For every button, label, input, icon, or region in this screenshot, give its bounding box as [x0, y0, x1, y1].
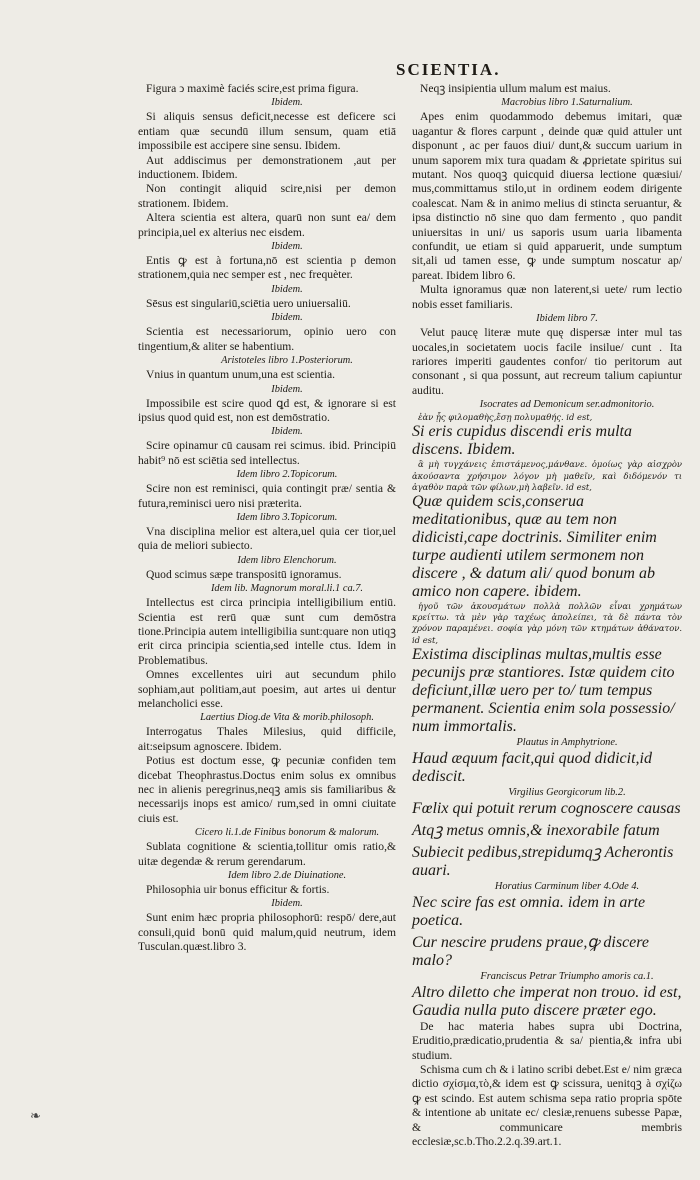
source-citation: Aristoteles libro 1.Posteriorum. [221, 355, 353, 367]
text-entry: Potius est doctum esse, ꝙ pecuniæ confiden tem dicebat Theophrastus.Doctus enim solus ex omnibus nec in alienis peregrinus,neqꝫ amis sis familiaribus & necessarijs inops est amico/ rum,sed in omni ciuitate ciuis est. [138, 754, 396, 825]
text-entry: Impossibile est scire quod ꝗd est, & ignorare si est ipsius quod quid est, non est demōstratio. [138, 396, 396, 424]
text-entry: Quæ quidem scis,conserua meditationibus, quæ au tem non didicisti,cape doctrinis. Similiter enim turpe audienti utilem sermonem non discere , & datum ali/ quod bonum ab amico non capere. ibidem. [412, 492, 657, 600]
text-entry: Haud æquum facit,qui quod didicit,id dediscit. [412, 749, 652, 785]
running-head: SCIENTIA. [396, 60, 501, 79]
text-entry: De hac materia habes supra ubi Doctrina, Eruditio,prædicatio,prudentia & sa/ pientia,& infra ubi studium. [412, 1019, 682, 1062]
source-citation: Idem lib. Magnorum moral.li.1 ca.7. [210, 583, 364, 595]
left-column [138, 82, 396, 955]
source-citation: Idem libro 3.Topicorum. [236, 511, 338, 523]
text-entry: Vna disciplina melior est altera,uel quia cer tior,uel quia de meliori subiecto. [138, 524, 396, 553]
printers-ornament: ❧ [30, 1108, 41, 1123]
text-entry: Entis ꝙ est à fortuna,nō est scientia p demon strationem,quia nec semper est , nec frequèter. [138, 254, 396, 282]
text-entry: Quod scimus sæpe transpositū ignoramus. [146, 567, 342, 581]
source-citation: Ibidem. [271, 97, 303, 109]
text-entry: Vnius in quantum unum,una est scientia. [146, 368, 336, 382]
text-entry: Nec scire fas est omnia. idem in arte poetica. [412, 893, 646, 929]
source-citation: Idem libro Elenchorum. [237, 554, 337, 566]
text-entry: Interrogatus Thales Milesius, quid difficile, ait:seipsum agnoscere. Ibidem. [138, 725, 396, 753]
text-entry: Fœlix qui potuit rerum cognoscere causas Atqꝫ metus omnis,& inexorabile fatum Subiecit pedibus,strepidumqꝫ Acherontis auari. [412, 799, 681, 879]
text-entry: Apes enim quodammodo debemus imitari, quæ uagantur & flores carpunt , deinde quæ quid attuler unt disponunt , ac per fauos diui/ dunt,& succum uarium in unum saporem mix tura quadam & ꝓprietate spiritus sui mutant. Nos quoqꝫ quicquid diuersa lectione quæsiui/ mus,committamus stilo,ut in ordinem eodem dirigente coalescat. Nam & in animo melius di stincta seruantur, & ipsa distinctio nō sine quo dam fermento , quo pandit uniuersitas in uni/ us saporis usum uaria libamenta confundit, ue etiam si quid apparuerit, unde sumptum sit,ali ud tamen esse, ꝙ unde sumptum noscatur ap/ pareat. Ibidem libro 6. [412, 110, 682, 282]
source-citation: Isocrates ad Demonicum ser.admonitorio. [479, 399, 655, 411]
text-entry: Scire opinamur cū causam rei scimus. ibid. Principiū habit⁹ nō est sciētia sed intellectus. [138, 439, 396, 467]
text-entry: Philosophia uir bonus efficitur & fortis. [146, 883, 330, 897]
text-entry: Schisma cum ch & i latino scribi debet.Est e/ nim græca dictio σχίσμα,τὸ,& idem est ꝙ scissura, uenitqꝫ à σχίζω ꝙ est scindo. Est autem schisma sepa ratio propria spōte & intentione ab unitate ec/ clesiæ,renuens subesse Papæ, & communicare membris ecclesiæ,sc.b.Tho.2.2.q.39.art.1. [412, 1062, 682, 1148]
text-entry: Multa ignoramus quæ non laterent,si uete/ rum lectio nobis esset familiaris. [412, 283, 682, 311]
source-citation: Laertius Diog.de Vita & morib.philosoph. [200, 712, 374, 724]
text-entry: Altera scientia est altera, quarū non sunt ea/ dem principia,uel ex alterius nec eisdem. [138, 211, 396, 239]
source-citation: Ibidem. [271, 312, 303, 324]
text-entry: Scire non est reminisci, quia contingit præ/ sentia & futura,reminisci uero nisi præterita. [138, 482, 396, 510]
text-entry: Sublata cognitione & scientia,tollitur omis ratio,& uitæ degendæ & rerum gerendarum. [138, 840, 396, 868]
text-entry: Scientia est necessariorum, opinio uero con tingentium,& aliter se habentium. [138, 325, 396, 353]
source-citation: Ibidem. [271, 283, 303, 295]
source-citation: Ibidem. [271, 241, 303, 253]
greek-quotation: ἐὰν ᾖς φιλομαθὴς,ἔσῃ πολυμαθής. id est, [418, 412, 593, 423]
text-entry: Neqꝫ insipientia ullum malum est maius. [420, 82, 611, 95]
greek-quotation: ἡγοῦ τῶν ἀκουσμάτων πολλὰ πολλῶν εἶναι χρημάτων κρείττω. τὰ μὲν γὰρ ταχέως ἀπολείπει, τὰ δὲ πάντα τὸν χρόνον παραμένει. σοφία γὰρ μόνη τῶν κτημάτων ἀθάνατον. id est, [412, 600, 682, 645]
text-entry: Figura ↄ maximè faciés scire,est prima figura. [146, 82, 359, 95]
text-entry: Cur nescire prudens praue,ꝙ discere malo? [412, 933, 650, 969]
source-citation: Franciscus Petrar Triumpho amoris ca.1. [480, 970, 654, 982]
text-entry: Si eris cupidus discendi eris multa discens. Ibidem. [412, 423, 632, 459]
source-citation: Idem libro 2.de Diuinatione. [227, 870, 347, 882]
source-citation: Ibidem. [271, 898, 303, 910]
text-entry: Existima disciplinas multas,multis esse pecunijs præ stantiores. Istæ quidem cito deficiunt,illæ uero per to/ tum tempus permanent. Scientia enim sola possessio/ num immortalis. [412, 645, 675, 735]
text-entry: Omnes excellentes uiri aut secundum philo sophiam,aut politiam,aut poesim, aut artes ui dentur melancholici esse. [138, 668, 396, 710]
source-citation: Ibidem libro 7. [536, 313, 598, 325]
text-entry: Altro diletto che imperat non trouo. id est, [412, 983, 682, 1001]
source-citation: Plautus in Amphytrione. [516, 736, 618, 748]
text-entry: Velut paucę literæ mute quę dispersæ inter mul tas uocales,in societatem uocis facile insilue/ cunt . Ita rariores imperiti gaudentes confor/ tio peritorum aut consonant , si qua possunt, aut recreum talium capiuntur auditu. [412, 326, 682, 397]
text-entry: Si aliquis sensus deficit,necesse est deficere sci entiam quæ secundū illum sensum, quam etiā impossibile est accipere sine sensu. Ibidem. [138, 110, 396, 153]
source-citation: Cicero li.1.de Finibus bonorum & malorum. [194, 827, 380, 839]
source-citation: Ibidem. [271, 383, 303, 395]
text-entry: Sunt enim hæc propria philosophorū: respō/ dere,aut consuli,quid bonū quid malum,quid neutrum, idem Tusculan.quæst.libro 3. [138, 911, 396, 954]
source-citation: Macrobius libro 1.Saturnalium. [501, 97, 633, 109]
source-citation: Horatius Carminum liber 4.Ode 4. [494, 880, 640, 892]
greek-quotation: ἃ μὴ τυγχάνεις ἐπιστάμενος,μάνθανε. ὁμοίως γὰρ αἰσχρὸν ἀκούσαντα χρήσιμον λόγον μὴ μαθεῖν, καὶ διδόμενόν τι ἀγαθὸν παρὰ τῶν φίλων,μὴ λαβεῖν. id est, [412, 459, 682, 492]
text-entry: Gaudia nulla puto discere præter ego. [412, 1001, 657, 1019]
text-entry: Non contingit aliquid scire,nisi per demon strationem. Ibidem. [138, 182, 396, 210]
source-citation: Ibidem. [271, 426, 303, 438]
text-entry: Aut addiscimus per demonstrationem ,aut per inductionem. Ibidem. [138, 153, 396, 182]
text-entry: Sēsus est singulariū,sciētia uero uniuersaliū. [146, 296, 351, 310]
source-citation: Idem libro 2.Topicorum. [236, 469, 338, 481]
source-citation: Virgilius Georgicorum lib.2. [508, 786, 626, 798]
right-column [412, 82, 682, 1149]
text-entry: Intellectus est circa principia intelligibilium entiū. Scientia est rerū quæ sunt cum demōstra tione.Principia autem intelligibilia sunt:quare non utiqꝫ erit circa principia scientia,sed intelle ctus. Idem in Problematibus. [138, 596, 396, 667]
